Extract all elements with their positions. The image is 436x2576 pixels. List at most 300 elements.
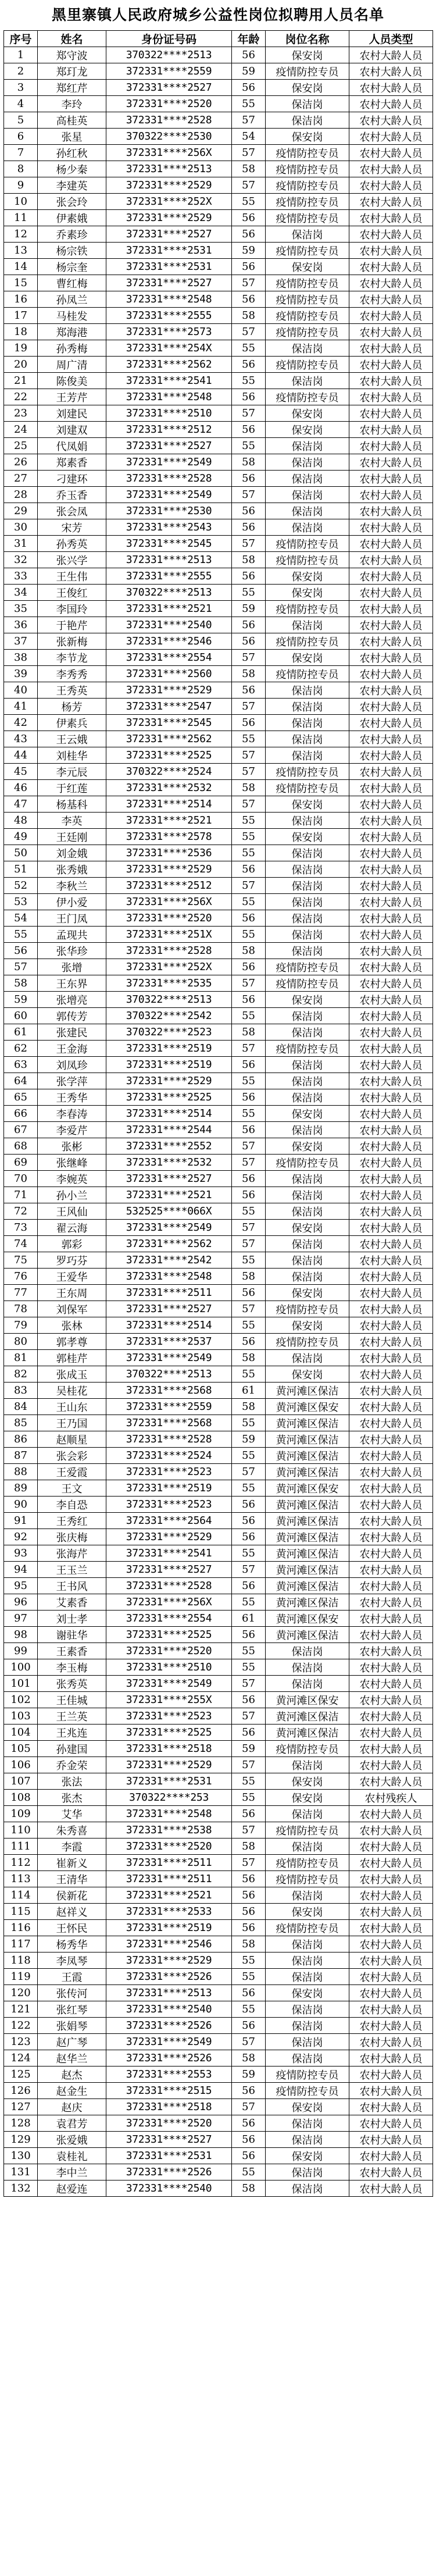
header-person-type: 人员类型 <box>349 31 433 47</box>
cell-age: 56 <box>232 1904 266 1920</box>
cell-seq: 127 <box>4 2099 38 2115</box>
cell-id-number: 372331****2513 <box>106 161 232 177</box>
cell-seq: 27 <box>4 471 38 487</box>
cell-age: 56 <box>232 1985 266 2001</box>
cell-person-type: 农村大龄人员 <box>349 259 433 275</box>
cell-seq: 84 <box>4 1399 38 1415</box>
cell-seq: 76 <box>4 1269 38 1285</box>
cell-post: 疫情防控专员 <box>266 780 349 796</box>
cell-seq: 22 <box>4 389 38 405</box>
table-row <box>4 2050 433 2066</box>
table-row <box>4 145 433 161</box>
cell-seq: 26 <box>4 454 38 471</box>
table-row <box>4 1366 433 1383</box>
cell-person-type: 农村大龄人员 <box>349 1871 433 1887</box>
cell-post: 保洁岗 <box>266 731 349 747</box>
cell-seq: 64 <box>4 1073 38 1089</box>
cell-age: 57 <box>232 1041 266 1057</box>
cell-seq: 96 <box>4 1594 38 1611</box>
cell-age: 56 <box>232 910 266 927</box>
cell-person-type: 农村大龄人员 <box>349 1904 433 1920</box>
table-row <box>4 2066 433 2083</box>
cell-name: 李节龙 <box>38 650 106 666</box>
cell-id-number: 372331****2525 <box>106 1725 232 1741</box>
cell-person-type: 农村大龄人员 <box>349 1089 433 1106</box>
cell-age: 56 <box>232 259 266 275</box>
cell-age: 56 <box>232 1497 266 1513</box>
cell-person-type: 农村大龄人员 <box>349 2115 433 2132</box>
cell-name: 张继峰 <box>38 1155 106 1171</box>
table-row <box>4 1969 433 1985</box>
cell-name: 张增 <box>38 959 106 975</box>
cell-seq: 123 <box>4 2034 38 2050</box>
cell-name: 伊小爱 <box>38 894 106 910</box>
cell-post: 保洁岗 <box>266 1643 349 1659</box>
cell-id-number: 372331****2542 <box>106 1252 232 1269</box>
cell-id-number: 372331****2552 <box>106 1138 232 1155</box>
cell-post: 保洁岗 <box>266 1969 349 1985</box>
cell-seq: 43 <box>4 731 38 747</box>
cell-name: 袁君芳 <box>38 2115 106 2132</box>
cell-post: 保安岗 <box>266 1285 349 1301</box>
cell-name: 张新梅 <box>38 633 106 650</box>
table-row <box>4 1480 433 1497</box>
cell-id-number: 372331****2549 <box>106 1220 232 1236</box>
cell-name: 朱秀喜 <box>38 1822 106 1839</box>
cell-person-type: 农村大龄人员 <box>349 829 433 845</box>
cell-name: 王佳城 <box>38 1692 106 1708</box>
cell-person-type: 农村大龄人员 <box>349 1562 433 1578</box>
table-row <box>4 796 433 813</box>
cell-name: 曹红梅 <box>38 275 106 291</box>
cell-id-number: 372331****2528 <box>106 112 232 129</box>
cell-person-type: 农村大龄人员 <box>349 666 433 682</box>
table-row <box>4 112 433 129</box>
table-row <box>4 1350 433 1366</box>
cell-person-type: 农村大龄人员 <box>349 63 433 80</box>
cell-name: 郑海港 <box>38 324 106 340</box>
table-row <box>4 1839 433 1855</box>
cell-seq: 30 <box>4 519 38 536</box>
cell-seq: 121 <box>4 2001 38 2018</box>
cell-age: 57 <box>232 1676 266 1692</box>
cell-post: 保洁岗 <box>266 747 349 764</box>
cell-post: 疫情防控专员 <box>266 975 349 992</box>
cell-post: 疫情防控专员 <box>266 1155 349 1171</box>
cell-post: 保安岗 <box>266 1317 349 1334</box>
table-row <box>4 1594 433 1611</box>
cell-seq: 70 <box>4 1171 38 1187</box>
cell-person-type: 农村大龄人员 <box>349 145 433 161</box>
cell-seq: 69 <box>4 1155 38 1171</box>
cell-seq: 74 <box>4 1236 38 1252</box>
cell-person-type: 农村大龄人员 <box>349 1545 433 1562</box>
table-row <box>4 1431 433 1448</box>
cell-name: 李英 <box>38 813 106 829</box>
cell-post: 疫情防控专员 <box>266 633 349 650</box>
cell-seq: 99 <box>4 1643 38 1659</box>
cell-post: 保洁岗 <box>266 2180 349 2197</box>
table-row <box>4 1024 433 1041</box>
cell-seq: 73 <box>4 1220 38 1236</box>
cell-person-type: 农村大龄人员 <box>349 813 433 829</box>
cell-id-number: 372331****2549 <box>106 454 232 471</box>
cell-person-type: 农村大龄人员 <box>349 878 433 894</box>
cell-id-number: 372331****2529 <box>106 1757 232 1773</box>
cell-id-number: 372331****2529 <box>106 861 232 878</box>
cell-name: 赵杰 <box>38 2066 106 2083</box>
cell-seq: 101 <box>4 1676 38 1692</box>
cell-seq: 71 <box>4 1187 38 1203</box>
cell-age: 56 <box>232 1578 266 1594</box>
cell-post: 黄河滩区保洁 <box>266 1708 349 1725</box>
cell-id-number: 370322****2513 <box>106 1366 232 1383</box>
cell-id-number: 372331****2578 <box>106 829 232 845</box>
cell-id-number: 372331****2548 <box>106 1269 232 1285</box>
table-row <box>4 210 433 226</box>
cell-person-type: 农村大龄人员 <box>349 1285 433 1301</box>
cell-name: 刘保军 <box>38 1301 106 1317</box>
cell-person-type: 农村大龄人员 <box>349 1497 433 1513</box>
cell-person-type: 农村大龄人员 <box>349 1138 433 1155</box>
cell-name: 张杰 <box>38 1790 106 1806</box>
table-row <box>4 536 433 552</box>
cell-post: 疫情防控专员 <box>266 210 349 226</box>
cell-id-number: 372331****2521 <box>106 813 232 829</box>
cell-seq: 7 <box>4 145 38 161</box>
cell-post: 黄河滩区保洁 <box>266 1725 349 1741</box>
cell-person-type: 农村大龄人员 <box>349 1383 433 1399</box>
cell-name: 张成玉 <box>38 1366 106 1383</box>
table-row <box>4 1057 433 1073</box>
cell-post: 保安岗 <box>266 1106 349 1122</box>
cell-person-type: 农村大龄人员 <box>349 1171 433 1187</box>
cell-name: 李玉梅 <box>38 1659 106 1676</box>
cell-name: 张彬 <box>38 1138 106 1155</box>
cell-name: 吴桂花 <box>38 1383 106 1399</box>
cell-id-number: 372331****2541 <box>106 1545 232 1562</box>
cell-post: 保洁岗 <box>266 226 349 243</box>
table-row <box>4 1155 433 1171</box>
cell-id-number: 372331****2532 <box>106 1155 232 1171</box>
cell-id-number: 372331****2527 <box>106 226 232 243</box>
table-row <box>4 1122 433 1138</box>
table-row <box>4 1317 433 1334</box>
cell-id-number: 372331****2521 <box>106 1887 232 1904</box>
table-row <box>4 80 433 96</box>
cell-post: 保洁岗 <box>266 1008 349 1024</box>
cell-post: 黄河滩区保洁 <box>266 1497 349 1513</box>
table-row <box>4 813 433 829</box>
cell-age: 58 <box>232 1399 266 1415</box>
cell-post: 保洁岗 <box>266 1350 349 1366</box>
cell-id-number: 372331****2514 <box>106 1106 232 1122</box>
cell-seq: 44 <box>4 747 38 764</box>
table-row <box>4 1871 433 1887</box>
table-row <box>4 1562 433 1578</box>
cell-name: 李自恐 <box>38 1497 106 1513</box>
table-row <box>4 487 433 503</box>
cell-seq: 119 <box>4 1969 38 1985</box>
cell-seq: 36 <box>4 617 38 633</box>
cell-name: 李建英 <box>38 177 106 194</box>
cell-person-type: 农村大龄人员 <box>349 2050 433 2066</box>
header-name: 姓名 <box>38 31 106 47</box>
cell-id-number: 372331****2526 <box>106 2018 232 2034</box>
cell-age: 56 <box>232 291 266 308</box>
cell-seq: 53 <box>4 894 38 910</box>
cell-name: 李国玲 <box>38 601 106 617</box>
cell-age: 58 <box>232 2050 266 2066</box>
table-row <box>4 1773 433 1790</box>
table-row <box>4 2180 433 2197</box>
cell-name: 王乃国 <box>38 1415 106 1431</box>
cell-name: 杨宗奎 <box>38 259 106 275</box>
table-row <box>4 1578 433 1594</box>
cell-age: 56 <box>232 959 266 975</box>
cell-id-number: 372331****2527 <box>106 1562 232 1578</box>
cell-name: 王风仙 <box>38 1203 106 1220</box>
cell-age: 55 <box>232 438 266 454</box>
cell-seq: 33 <box>4 568 38 585</box>
table-row <box>4 715 433 731</box>
cell-post: 保洁岗 <box>266 910 349 927</box>
table-row <box>4 1904 433 1920</box>
cell-person-type: 农村大龄人员 <box>349 2001 433 2018</box>
cell-id-number: 372331****2530 <box>106 503 232 519</box>
table-row <box>4 2099 433 2115</box>
cell-person-type: 农村大龄人员 <box>349 568 433 585</box>
cell-id-number: 372331****2527 <box>106 1171 232 1187</box>
cell-post: 保安岗 <box>266 1904 349 1920</box>
cell-age: 54 <box>232 129 266 145</box>
cell-id-number: 372331****2529 <box>106 682 232 699</box>
cell-age: 56 <box>232 1692 266 1708</box>
cell-age: 57 <box>232 1562 266 1578</box>
cell-name: 刘桂华 <box>38 747 106 764</box>
cell-name: 李婉英 <box>38 1171 106 1187</box>
cell-id-number: 372331****2549 <box>106 487 232 503</box>
cell-seq: 8 <box>4 161 38 177</box>
table-row <box>4 1790 433 1806</box>
cell-seq: 4 <box>4 96 38 112</box>
cell-post: 疫情防控专员 <box>266 63 349 80</box>
cell-seq: 66 <box>4 1106 38 1122</box>
table-row <box>4 1203 433 1220</box>
cell-post: 保安岗 <box>266 650 349 666</box>
table-row <box>4 2083 433 2099</box>
cell-age: 57 <box>232 177 266 194</box>
cell-age: 56 <box>232 568 266 585</box>
cell-post: 保洁岗 <box>266 2164 349 2180</box>
cell-post: 保洁岗 <box>266 845 349 861</box>
cell-person-type: 农村大龄人员 <box>349 194 433 210</box>
cell-age: 57 <box>232 2034 266 2050</box>
cell-post: 保洁岗 <box>266 813 349 829</box>
table-row <box>4 894 433 910</box>
table-row <box>4 1236 433 1252</box>
cell-id-number: 370322****2542 <box>106 1008 232 1024</box>
cell-id-number: 372331****2548 <box>106 389 232 405</box>
cell-seq: 1 <box>4 47 38 63</box>
cell-person-type: 农村大龄人员 <box>349 1431 433 1448</box>
cell-age: 57 <box>232 1855 266 1871</box>
table-row <box>4 1936 433 1953</box>
cell-name: 王爱华 <box>38 1269 106 1285</box>
cell-age: 57 <box>232 1301 266 1317</box>
cell-age: 57 <box>232 1464 266 1480</box>
table-row <box>4 1399 433 1415</box>
cell-id-number: 372331****2554 <box>106 650 232 666</box>
cell-id-number: 372331****2529 <box>106 1953 232 1969</box>
table-row <box>4 259 433 275</box>
cell-person-type: 农村大龄人员 <box>349 1757 433 1773</box>
cell-seq: 89 <box>4 1480 38 1497</box>
cell-age: 56 <box>232 1122 266 1138</box>
cell-seq: 88 <box>4 1464 38 1480</box>
table-row <box>4 682 433 699</box>
table-row <box>4 764 433 780</box>
cell-age: 56 <box>232 1285 266 1301</box>
cell-post: 保洁岗 <box>266 682 349 699</box>
cell-post: 黄河滩区保洁 <box>266 1448 349 1464</box>
cell-person-type: 农村大龄人员 <box>349 1953 433 1969</box>
cell-person-type: 农村大龄人员 <box>349 373 433 389</box>
cell-id-number: 372331****2512 <box>106 878 232 894</box>
cell-age: 55 <box>232 731 266 747</box>
cell-seq: 115 <box>4 1904 38 1920</box>
cell-id-number: 372331****2548 <box>106 1806 232 1822</box>
cell-seq: 106 <box>4 1757 38 1773</box>
cell-seq: 125 <box>4 2066 38 2083</box>
cell-post: 保洁岗 <box>266 1757 349 1773</box>
cell-id-number: 372331****2555 <box>106 568 232 585</box>
cell-post: 保洁岗 <box>266 519 349 536</box>
cell-post: 疫情防控专员 <box>266 177 349 194</box>
cell-id-number: 372331****2523 <box>106 1708 232 1725</box>
cell-seq: 117 <box>4 1936 38 1953</box>
table-row <box>4 389 433 405</box>
cell-id-number: 372331****2514 <box>106 1317 232 1334</box>
cell-post: 保安岗 <box>266 1773 349 1790</box>
cell-id-number: 372331****2540 <box>106 2001 232 2018</box>
cell-id-number: 372331****2527 <box>106 438 232 454</box>
cell-seq: 102 <box>4 1692 38 1708</box>
cell-person-type: 农村大龄人员 <box>349 1529 433 1545</box>
table-row <box>4 1611 433 1627</box>
cell-person-type: 农村大龄人员 <box>349 715 433 731</box>
cell-age: 55 <box>232 1317 266 1334</box>
cell-age: 58 <box>232 552 266 568</box>
table-row <box>4 1285 433 1301</box>
cell-post: 黄河滩区保安 <box>266 1611 349 1627</box>
cell-name: 王霞 <box>38 1969 106 1985</box>
cell-post: 保洁岗 <box>266 2115 349 2132</box>
cell-id-number: 372331****2531 <box>106 259 232 275</box>
table-row <box>4 2018 433 2034</box>
cell-name: 张林 <box>38 1317 106 1334</box>
cell-seq: 63 <box>4 1057 38 1073</box>
cell-post: 黄河滩区保洁 <box>266 1578 349 1594</box>
cell-post: 保洁岗 <box>266 438 349 454</box>
header-age: 年龄 <box>232 31 266 47</box>
cell-age: 58 <box>232 2180 266 2197</box>
cell-person-type: 农村大龄人员 <box>349 243 433 259</box>
cell-seq: 67 <box>4 1122 38 1138</box>
cell-id-number: 372331****2525 <box>106 747 232 764</box>
table-row <box>4 1757 433 1773</box>
cell-seq: 83 <box>4 1383 38 1399</box>
table-row <box>4 161 433 177</box>
table-row <box>4 975 433 992</box>
cell-person-type: 农村大龄人员 <box>349 845 433 861</box>
cell-name: 孙秀梅 <box>38 340 106 357</box>
cell-person-type: 农村大龄人员 <box>349 1578 433 1594</box>
table-row <box>4 438 433 454</box>
table-row <box>4 324 433 340</box>
cell-name: 张海芹 <box>38 1545 106 1562</box>
cell-name: 王生伟 <box>38 568 106 585</box>
cell-id-number: 372331****2548 <box>106 291 232 308</box>
cell-age: 55 <box>232 1594 266 1611</box>
cell-id-number: 372331****2520 <box>106 1839 232 1855</box>
cell-seq: 39 <box>4 666 38 682</box>
table-row <box>4 357 433 373</box>
cell-name: 王门凤 <box>38 910 106 927</box>
cell-seq: 34 <box>4 585 38 601</box>
cell-age: 57 <box>232 650 266 666</box>
cell-seq: 82 <box>4 1366 38 1383</box>
cell-person-type: 农村大龄人员 <box>349 1366 433 1383</box>
table-row <box>4 226 433 243</box>
cell-age: 57 <box>232 405 266 422</box>
cell-person-type: 农村大龄人员 <box>349 747 433 764</box>
cell-post: 疫情防控专员 <box>266 308 349 324</box>
cell-id-number: 372331****2559 <box>106 1399 232 1415</box>
cell-age: 55 <box>232 927 266 943</box>
cell-seq: 48 <box>4 813 38 829</box>
cell-post: 疫情防控专员 <box>266 1301 349 1317</box>
cell-name: 刘士孝 <box>38 1611 106 1627</box>
cell-name: 王书风 <box>38 1578 106 1594</box>
table-row <box>4 308 433 324</box>
cell-post: 疫情防控专员 <box>266 1920 349 1936</box>
cell-person-type: 农村大龄人员 <box>349 1594 433 1611</box>
cell-post: 保洁岗 <box>266 471 349 487</box>
cell-name: 高桂英 <box>38 112 106 129</box>
cell-post: 保安岗 <box>266 1985 349 2001</box>
cell-name: 张兴学 <box>38 552 106 568</box>
cell-seq: 46 <box>4 780 38 796</box>
cell-id-number: 372331****2510 <box>106 405 232 422</box>
cell-id-number: 372331****2519 <box>106 1057 232 1073</box>
cell-seq: 56 <box>4 943 38 959</box>
cell-seq: 109 <box>4 1806 38 1822</box>
cell-post: 黄河滩区保洁 <box>266 1545 349 1562</box>
cell-post: 黄河滩区保洁 <box>266 1383 349 1399</box>
cell-id-number: 372331****2520 <box>106 2115 232 2132</box>
cell-name: 张会彩 <box>38 1448 106 1464</box>
table-row <box>4 1171 433 1187</box>
cell-person-type: 农村大龄人员 <box>349 1887 433 1904</box>
cell-person-type: 农村大龄人员 <box>349 487 433 503</box>
cell-id-number: 372331****2549 <box>106 2034 232 2050</box>
cell-post: 疫情防控专员 <box>266 1871 349 1887</box>
cell-age: 55 <box>232 2164 266 2180</box>
cell-name: 于红莲 <box>38 780 106 796</box>
cell-id-number: 372331****2511 <box>106 1871 232 1887</box>
table-row <box>4 747 433 764</box>
